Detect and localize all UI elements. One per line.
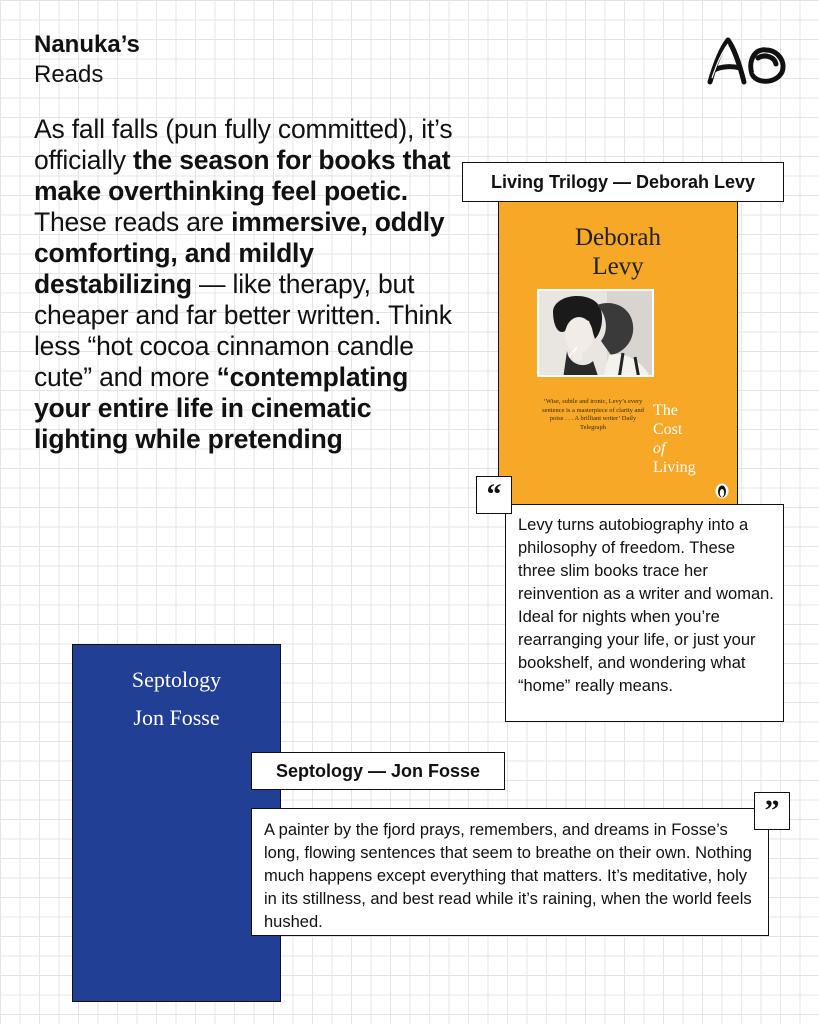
levy-cover-photo <box>537 289 654 377</box>
close-quote-glyph: ” <box>764 794 780 827</box>
intro-text-6: “contemplating your entire life in cinematic lighting while pretending <box>34 362 409 454</box>
levy-cover-author-line2: Levy <box>592 253 644 280</box>
levy-cover-title <box>653 401 713 477</box>
review-text-levy: Levy turns autobiography into a philosophy of freedom. These three slim books trace her reinvention as a writer and woman. Ideal for nights when you’re rearranging your life, or just your bookshelf, and wondering what “home” really means. <box>518 516 774 695</box>
open-quote-icon <box>476 476 512 514</box>
book-label-fosse-text: Septology — Jon Fosse <box>275 760 481 781</box>
ao-logo-icon <box>704 32 790 88</box>
intro-text-3: These reads are <box>34 207 232 237</box>
book-cover-fosse <box>72 644 281 1002</box>
levy-cover-author <box>499 223 737 281</box>
book-label-fosse <box>251 752 505 790</box>
fosse-cover-author: Jon Fosse <box>133 705 220 730</box>
levy-cover-author-line1: Deborah <box>574 224 662 251</box>
open-quote-glyph: “ <box>486 478 502 511</box>
intro-text-5: — like therapy, but cheaper and far better written. Think less “hot cocoa cinnamon candle cute” and more <box>34 269 452 392</box>
book-label-levy-text: Living Trilogy — Deborah Levy <box>490 171 756 192</box>
book-cover-levy <box>498 200 738 506</box>
brand-subtitle: Reads <box>34 61 104 88</box>
fosse-cover-title: Septology <box>131 667 222 692</box>
close-quote-icon <box>754 792 790 830</box>
intro-text-4: immersive, oddly comforting, and mildly destabilizing <box>34 207 445 299</box>
intro-text-1: As fall falls (pun fully committed), it’s officially <box>34 114 453 175</box>
levy-title-line3: of <box>653 440 666 457</box>
brand-title <box>34 30 140 90</box>
levy-cover-blurb: ‘Wise, subtle and ironic, Levy’s every sentence is a masterpiece of clarity and poise . . . A brilliant writer’ Daily Telegraph <box>542 398 644 431</box>
levy-title-line4: Living <box>653 459 696 476</box>
review-box-levy <box>505 504 784 722</box>
brand-name: Nanuka’s <box>34 31 140 58</box>
penguin-logo-icon <box>715 483 729 499</box>
photo-image <box>539 291 654 377</box>
review-text-fosse: A painter by the fjord prays, remembers, and dreams in Fosse’s long, flowing sentences that seem to breathe on their own. Nothing much happens except everything that matters. It’s meditative, holy in its stillness, and best read while it’s raining, when the world feels hushed. <box>264 821 752 931</box>
levy-title-line2: Cost <box>653 421 683 438</box>
levy-title-line1: The <box>653 402 678 419</box>
review-box-fosse <box>251 808 769 936</box>
intro-paragraph <box>34 114 464 455</box>
book-label-levy <box>462 162 784 202</box>
intro-text-2: the season for books that make overthinking feel poetic. <box>34 145 451 206</box>
